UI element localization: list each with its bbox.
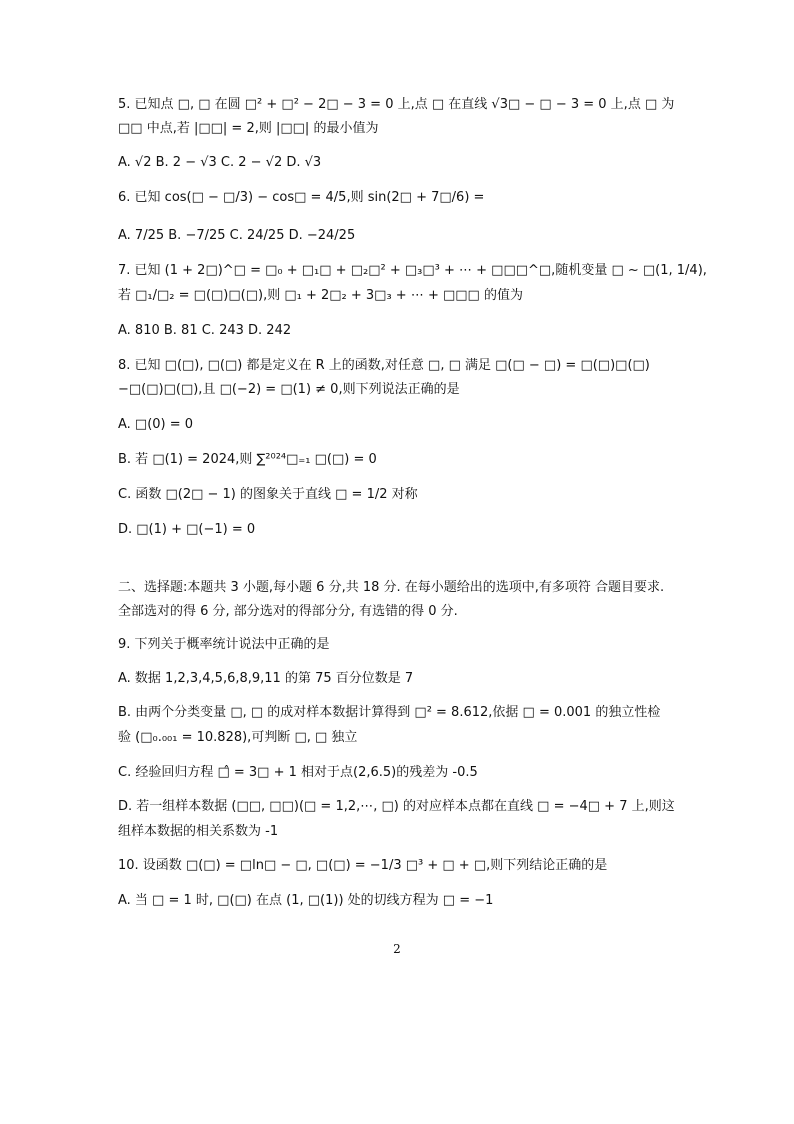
q9-option-a: A. 数据 1,2,3,4,5,6,8,9,11 的第 75 百分位数是 7 <box>118 671 414 686</box>
q5-stem-line2: □□ 中点,若 |□□| = 2,则 |□□| 的最小值为 <box>118 121 379 136</box>
q8-option-a: A. □(0) = 0 <box>118 417 194 432</box>
q6-stem: 6. 已知 cos(□ − □/3) − cos□ = 4/5,则 sin(2□ + 7□/6) = <box>118 190 485 205</box>
q10-option-a: A. 当 □ = 1 时, □(□) 在点 (1, □(1)) 处的切线方程为 □ = −1 <box>118 893 494 908</box>
q8-option-c: C. 函数 □(2□ − 1) 的图象关于直线 □ = 1/2 对称 <box>118 487 418 502</box>
q9-option-b-line2: 验 (□₀.₀₀₁ = 10.828),可判断 □, □ 独立 <box>118 730 358 745</box>
section-2-heading-line1: 二、选择题:本题共 3 小题,每小题 6 分,共 18 分. 在每小题给出的选项中,有多项符 合题目要求. <box>118 580 665 595</box>
q8-option-b: B. 若 □(1) = 2024,则 ∑²⁰²⁴□₌₁ □(□) = 0 <box>118 452 377 467</box>
q5-stem-line1: 5. 已知点 □, □ 在圆 □² + □² − 2□ − 3 = 0 上,点 □ 在直线 √3□ − □ − 3 = 0 上,点 □ 为 <box>118 97 675 112</box>
q9-option-d-line2: 组样本数据的相关系数为 -1 <box>118 824 279 839</box>
q8-stem-line2: −□(□)□(□),且 □(−2) = □(1) ≠ 0,则下列说法正确的是 <box>118 382 460 397</box>
page-number: 2 <box>393 942 401 956</box>
q7-stem-line2: 若 □₁/□₂ = □(□)□(□),则 □₁ + 2□₂ + 3□₃ + ⋯ + □□□ 的值为 <box>118 288 523 303</box>
section-2-heading-line2: 全部选对的得 6 分, 部分选对的得部分分, 有选错的得 0 分. <box>118 604 458 619</box>
q6-options: A. 7/25 B. −7/25 C. 24/25 D. −24/25 <box>118 228 356 243</box>
q5-options: A. √2 B. 2 − √3 C. 2 − √2 D. √3 <box>118 155 322 170</box>
q9-option-c: C. 经验回归方程 □̂ = 3□ + 1 相对于点(2,6.5)的残差为 -0.5 <box>118 765 478 780</box>
q8-option-d: D. □(1) + □(−1) = 0 <box>118 522 256 537</box>
q9-option-d-line1: D. 若一组样本数据 (□□, □□)(□ = 1,2,⋯, □) 的对应样本点都在直线 □ = −4□ + 7 上,则这 <box>118 799 675 814</box>
q8-stem-line1: 8. 已知 □(□), □(□) 都是定义在 R 上的函数,对任意 □, □ 满足 □(□ − □) = □(□)□(□) <box>118 358 650 373</box>
q7-options: A. 810 B. 81 C. 243 D. 242 <box>118 323 292 338</box>
q9-stem: 9. 下列关于概率统计说法中正确的是 <box>118 637 330 652</box>
q7-stem-line1: 7. 已知 (1 + 2□)^□ = □₀ + □₁□ + □₂□² + □₃□³ + ⋯ + □□□^□,随机变量 □ ~ □(1, 1/4), <box>118 263 707 278</box>
q10-stem: 10. 设函数 □(□) = □ln□ − □, □(□) = −1/3 □³ + □ + □,则下列结论正确的是 <box>118 858 608 873</box>
q9-option-b-line1: B. 由两个分类变量 □, □ 的成对样本数据计算得到 □² = 8.612,依据 □ = 0.001 的独立性检 <box>118 705 661 720</box>
